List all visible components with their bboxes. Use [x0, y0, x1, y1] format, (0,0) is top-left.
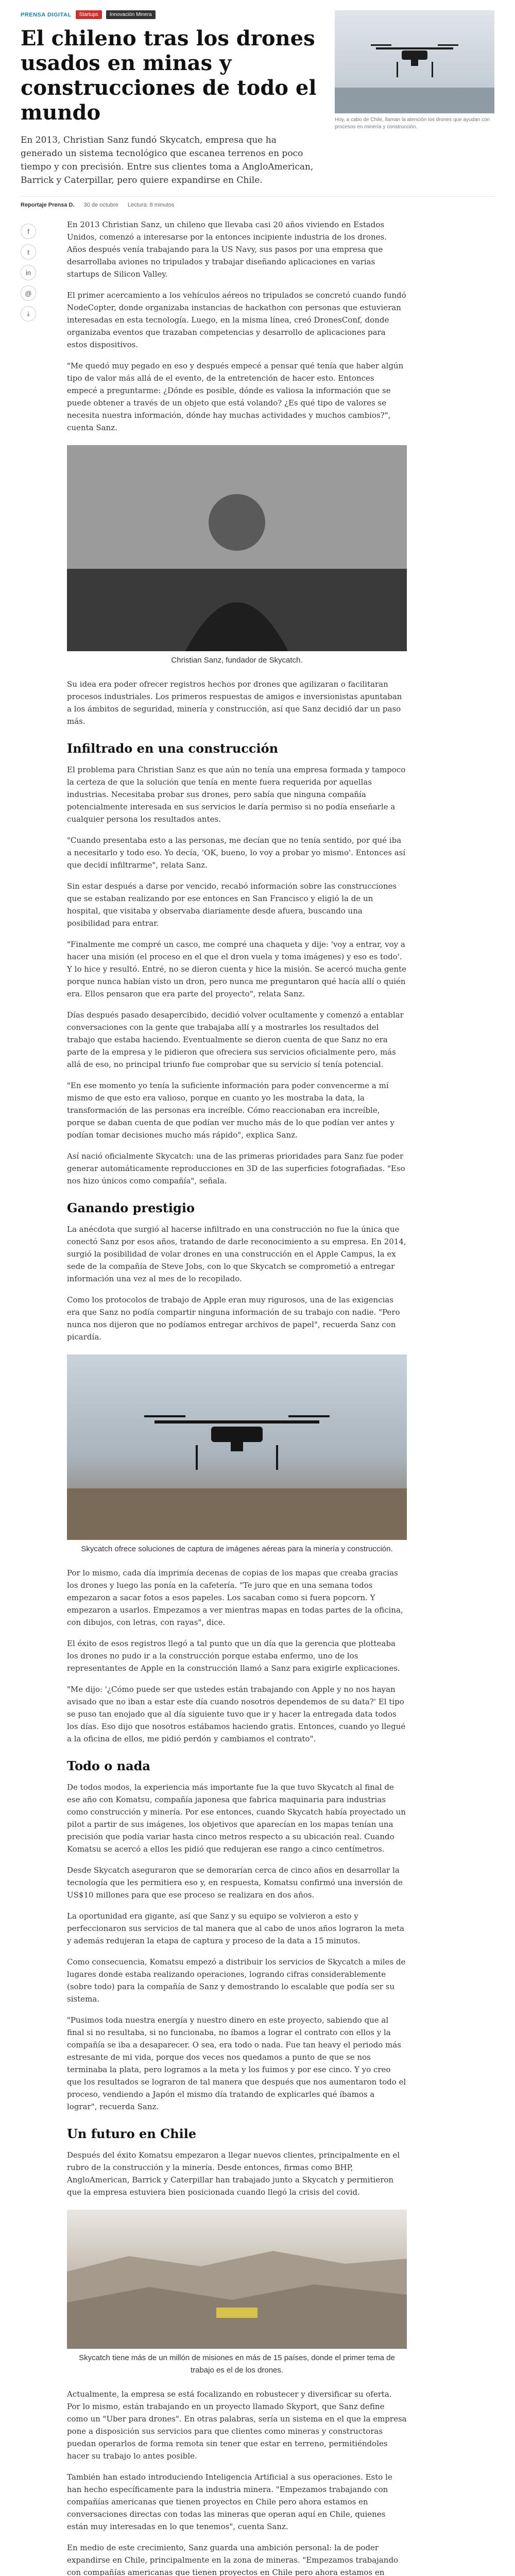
email-share-icon[interactable]: @ — [21, 285, 36, 301]
article-body — [0, 208, 515, 2576]
section-heading: Un futuro en Chile — [67, 2126, 197, 2141]
paragraph: Su idea era poder ofrecer registros hechos por drones que agilizaran o facilitaran procesos industriales. Los primeros respuestas de amigos e inversionistas apuntaban a los ámbitos de seguridad, minería y construcción, así que Sanz decidió dar un paso más. — [67, 680, 402, 726]
drone-flight-icon — [67, 1354, 407, 1540]
paragraph: Como los protocolos de trabajo de Apple eran muy rigurosos, una de las exigencias era que Sanz no podía compartir ninguna información de su trabajo con nadie. "Pero nunca nos dijeron que no podíamos entregar archivos de papel", recuerda Sanz con picardía. — [67, 1295, 400, 1342]
figure-portrait — [67, 445, 407, 667]
author-name[interactable]: Reportaje Prensa D. — [21, 202, 75, 208]
hero-caption: Hoy, a cabo de Chile, llaman la atención los drones que ayudan con procesos en minería y construcción. — [335, 117, 490, 130]
paragraph: Así nació oficialmente Skycatch: una de las primeras prioridades para Sanz fue poder generar automáticamente reproducciones en 3D de las superficies fotografiadas. "Eso nos hizo únicos como compañía", señala. — [67, 1151, 405, 1185]
twitter-share-icon[interactable]: t — [21, 244, 36, 260]
paragraph: Como consecuencia, Komatsu empezó a distribuir los servicios de Skycatch a miles de lugares donde estaba realizando operaciones, logrando cifras considerablemente (sobre todo) para la compañía de Sanz y demostrando lo escalable que podía ser su sistema. — [67, 1957, 406, 2004]
paragraph: Actualmente, la empresa se está focalizando en robustecer y diversificar su oferta. Por lo mismo, están trabajando en un proyecto llamado Skyport, que Sanz define como un "Uber para drones". En otras palabras, sería un sistema en el que la empresa pone a disposición sus servicios para que clientes como mineras y constructoras puedan operarlos de forma remota sin tener que estar en terreno, permitiéndoles hacer su trabajo lo antes posible. — [67, 2389, 407, 2461]
paragraph: Por lo mismo, cada día imprimía decenas de copias de los mapas que creaba gracias los drones y luego las ponía en la cafetería. "Te juro que en una semana todos empezaron a sacar fotos a esos papeles. Los sacaban como si fuera popcorn. Y empezaron a usarlos. Empezamos a ver mientras mapas en todas partes de la oficina, con dibujos, con letras, con rayas", dice. — [67, 1568, 403, 1627]
paragraph: "En ese momento yo tenía la suficiente información para poder convencerme a mí mismo de que esto era valioso, porque en cuanto yo les mostraba la data, la transformación de las personas era increíble. Cómo reaccionaban era increíble, porque se daban cuenta de que podían ver mucho más de lo que podían ver antes y podían tomar decisiones mucho más rápido", explica Sanz. — [67, 1081, 395, 1140]
save-icon[interactable]: ⤓ — [21, 306, 36, 321]
read-time: Lectura: 8 minutos — [127, 202, 175, 208]
paragraph: El problema para Christian Sanz es que aún no tenía una empresa formada y tampoco la certeza de que la solución que tenía en mente fuera requerida por aquellas industrias. Necesitaba probar sus drones, pero sabía que ninguna compañía potencialmente interesada en sus servicios le daría permiso si no podía enseñarle a cualquier persona los resultados antes. — [67, 765, 406, 824]
figure-caption: Christian Sanz, fundador de Skycatch. — [171, 656, 303, 665]
paragraph: En medio de este crecimiento, Sanz guarda una ambición personal: la de poder expandirse en Chile, principalmente en la zona de mineras. "Empezamos trabajando con compañías americanas que tienen proyectos en Chile pero ahora estamos en — [67, 2543, 399, 2576]
paragraph: En 2013 Christian Sanz, un chileno que llevaba casi 20 años viviendo en Estados Unidos, comenzó a interesarse por la entonces incipiente industria de los drones. Años después venía trabajando para la US Navy, sus pasos por una empresa que desarrollaba aviones no tripulados y trabajar diseñando aplicaciones en varias startups de Silicon Valley. — [67, 220, 387, 279]
portrait-image — [67, 445, 407, 651]
paragraph: "Cuando presentaba esto a las personas, me decían que no tenía sentido, por qué iba a necesitarlo y todo eso. Yo decía, 'OK, bueno, lo voy a probar yo mismo'. Entonces así que decidí infiltrarme", relata Sanz. — [67, 836, 406, 870]
byline — [21, 196, 494, 208]
paragraph: De todos modos, la experiencia más importante fue la que tuvo Skycatch al final de ese año con Komatsu, compañía japonesa que fabrica maquinaria para industrias como construcción y minería. Por ese entonces, cuando Skycatch había proyectado un pilot a partir de sus imágenes, los objetivos que aparecían en los mapas tenían una precisión que podía variar hasta cinco metros respecto a su ubicación real. Cuando Komatsu se acercó a ellos les pidió que redujeran ese rango a cinco centímetros. — [67, 1783, 406, 1854]
hero-drone-image — [335, 10, 494, 113]
figure-drone — [67, 1354, 407, 1555]
mine-site-image — [67, 2210, 407, 2349]
paragraph: Desde Skycatch aseguraron que se demorarían cerca de cinco años en desarrollar la tecnología que les permitiera eso y, en respuesta, Komatsu confirmó una inversión de US$10 millones para que ese proceso se realizara en dos años. — [67, 1866, 403, 1900]
article-lead: En 2013, Christian Sanz fundó Skycatch, empresa que ha generado un sistema tecnológico que escanea terrenos en poco tiempo y con precisión. Entre sus clientes toma a AngloAmerican, Barrick y Caterpillar, pero quiere expandirse en Chile. — [21, 135, 314, 185]
paragraph: Sin estar después a darse por vencido, recabó información sobre las construcciones que se estaban realizando por ese entonces en San Francisco y eligió la de un hospital, que visitaba y observaba diariamente desde afuera, buscando una posibilidad para entrar. — [67, 882, 397, 928]
paragraph: "Me quedó muy pegado en eso y después empecé a pensar qué tenía que haber algún tipo de valor más allá de el evento, de la entretención de hacer esto. Entonces empecé a preguntarme: ¿Dónde es posible, dónde es valiosa la información que se puede obtener a través de un objeto que está volando? ¿Es qué tipo de valores se necesita nuestra información, dónde hay muchas actividades y muchos cambios?", cuenta Sanz. — [67, 361, 404, 432]
paragraph: También han estado introduciendo Inteligencia Artificial a sus operaciones. Esto le han hecho específicamente para la industria minera. "Empezamos trabajando con compañías americanas que tienen proyectos en Chile pero ahora estamos en conversaciones directas con todas las mineras que operan aquí en Chile, quienes están muy interesadas en lo que tenemos", cuenta Sanz. — [67, 2472, 392, 2531]
paragraph: El primer acercamiento a los vehículos aéreos no tripulados se concretó cuando fundó NodeCopter, donde organizaba instancias de hackathon con personas que estuvieran interesadas en esta tecnología. Luego, en la misma línea, creó DronesConf, donde organizaba eventos que trazaban competencias y desarrollo de aplicaciones para estos dispositivos. — [67, 291, 406, 349]
person-icon — [67, 445, 407, 651]
mine-terrain-icon — [67, 2210, 407, 2349]
section-tag[interactable]: PRENSA DIGITAL — [21, 11, 72, 18]
drone-icon — [335, 10, 494, 113]
header-text — [21, 10, 319, 187]
figure-caption: Skycatch ofrece soluciones de captura de imágenes aéreas para la minería y construcción. — [81, 1545, 393, 1553]
topic-pill[interactable]: Innovación Minera — [106, 10, 156, 19]
figure-mine — [67, 2210, 407, 2377]
figure-caption: Skycatch tiene más de un millón de misiones en más de 15 países, donde el primer tema de trabajo es el de los drones. — [79, 2353, 395, 2375]
section-heading: Infiltrado en una construcción — [67, 741, 279, 756]
paragraph: "Me dijo: '¿Cómo puede ser que ustedes están trabajando con Apple y no nos hayan avisado que no iban a estar este día cuando nosotros dependemos de su data?' El tipo se puso tan enojado que al día siguiente tuvo que ir y hacer la entregada data todos los días. Eso dijo que nosotros estábamos haciendo gratis. Entonces, cuando yo llegué a la oficina de ellos, me pidió perdón y cambiamos el contrato". — [67, 1685, 406, 1743]
paragraph: La anécdota que surgió al hacerse infiltrado en una construcción no fue la única que conectó Sanz por esos años, tratando de darle reconocimiento a su empresa. En 2014, surgió la posibilidad de volar drones en una construcción en el Apple Campus, la ex sede de la compañía de Steve Jobs, con lo que Skycatch se comprometió a entregar información una vez al mes de lo recopilado. — [67, 1225, 406, 1283]
paragraph: Días después pasado desapercibido, decidió volver ocultamente y comenzó a entablar conversaciones con la gente que trabajaba allí y a mostrarles los resultados del trabajo que estaba haciendo. Eventualmente se dieron cuenta de que Sanz no era parte de la empresa y le pidieron que ofreciera sus servicios oficialmente pero, más allá de eso, no principal triunfo fue comprobar que su servicio sí tenía potencial. — [67, 1010, 404, 1069]
article-header — [0, 0, 515, 187]
paragraph: El éxito de esos registros llegó a tal punto que un día que la gerencia que plotteaba los drones no pudo ir a la construcción porque estaba enfermo, uno de los representantes de Apple en la construcción llamó a Sanz para exigirle explicaciones. — [67, 1639, 400, 1673]
drone-image — [67, 1354, 407, 1540]
article-title: El chileno tras los drones usados en minas y construcciones de todo el mundo — [21, 26, 317, 125]
facebook-share-icon[interactable]: f — [21, 224, 36, 239]
paragraph: La oportunidad era gigante, así que Sanz y su equipo se volvieron a esto y perfeccionaron sus servicios de tal manera que al cabo de unos años lograron la meta y además redujeran la etapa de captura y proceso de la data a 15 minutos. — [67, 1911, 404, 1945]
hero-figure — [335, 10, 494, 187]
section-heading: Todo o nada — [67, 1758, 150, 1773]
paragraph: "Finalmente me compré un casco, me compré una chaqueta y dije: 'voy a entrar, voy a hacer una misión (el proceso en el que el dron vuela y toma imágenes) y eso es todo'. Y lo hice y resultó. Entré, no se dieron cuenta y hice la misión. Se acercó mucha gente porque nunca habían visto un dron, pero nunca me preguntaron qué hacía allí o quién era. Ellos pensaron que era parte del proyecto", relata Sanz. — [67, 940, 407, 998]
category-pill[interactable]: Startups — [76, 10, 102, 19]
publish-date: 30 de octubre — [83, 202, 118, 208]
linkedin-share-icon[interactable]: in — [21, 265, 36, 280]
share-bar — [21, 224, 36, 321]
article-content — [67, 218, 407, 2576]
paragraph: Después del éxito Komatsu empezaron a llegar nuevos clientes, principalmente en el rubro de la construcción y la minería. Desde entonces, firmas como BHP, AngloAmerican, Barrick y Caterpillar han trabajado junto a Skycatch y permitieron que la empresa estuviera bien posicionada cuando llegó la crisis del covid. — [67, 2150, 400, 2197]
section-heading: Ganando prestigio — [67, 1200, 195, 1215]
paragraph: "Pusimos toda nuestra energía y nuestro dinero en este proyecto, sabiendo que al final si no resultaba, si no funcionaba, no íbamos a lograr el contrato con ellos y la compañía se iba a desaparecer. O sea, era todo o nada. Fue tan heavy el periodo más estresante de mi vida, porque dos veces nos quedamos a punto de que se nos terminaba la plata, pero logramos a la meta y los fuimos y por ese cinco. Y yo creo que los resultados se lograron de tal manera que después que nos aumentaron todo el proceso, vendiendo a Japón el mismo día tratando de explicarles qué íbamos a lograr", recuerda Sanz. — [67, 2015, 406, 2111]
tag-row — [21, 10, 319, 19]
